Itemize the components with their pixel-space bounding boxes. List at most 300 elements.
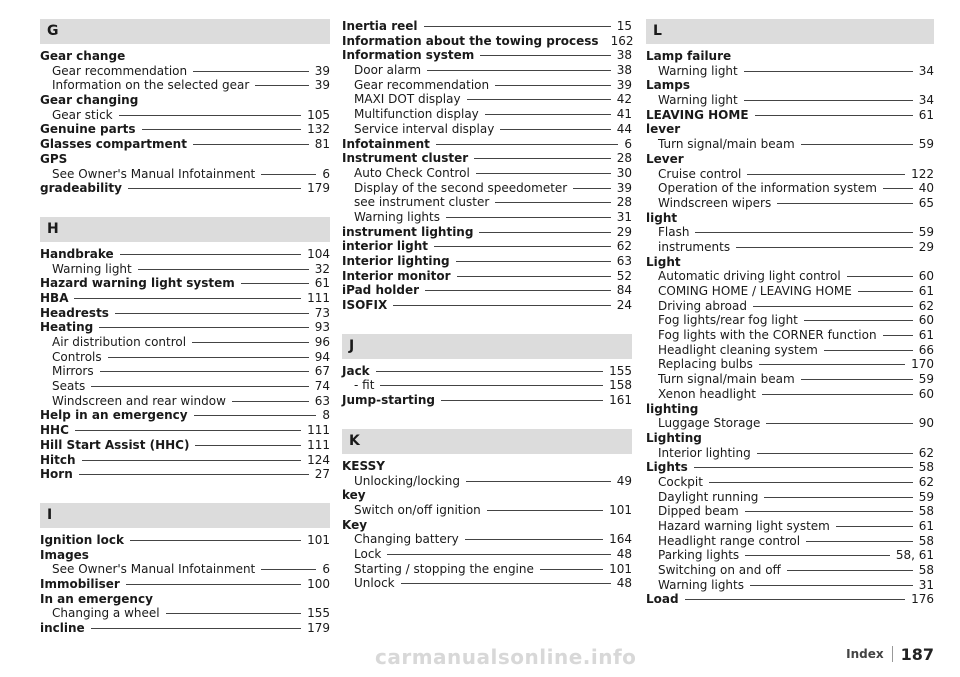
page-reference[interactable]: 31 (918, 577, 934, 592)
page-reference[interactable]: 29 (918, 239, 934, 254)
entry-term: Lever (646, 151, 684, 166)
entry-term: Immobiliser (40, 576, 120, 591)
entry-term: Windscreen and rear window (52, 393, 226, 408)
index-subentry (342, 562, 632, 577)
page-reference[interactable]: 34 (918, 93, 934, 108)
index-entry (40, 621, 330, 636)
dot-leader (74, 298, 301, 299)
page-reference[interactable]: 65 (918, 195, 934, 210)
page-reference[interactable]: 58 (918, 460, 934, 475)
page-reference[interactable]: 59 (918, 489, 934, 504)
letter-section-header: H (40, 217, 330, 242)
page-reference[interactable]: 8 (322, 408, 330, 423)
entry-term: Operation of the information system (658, 181, 877, 196)
entry-term: Service interval display (354, 121, 495, 136)
entry-term: Multifunction display (354, 107, 479, 122)
dot-leader (380, 385, 603, 386)
page-reference[interactable]: 6 (322, 166, 330, 181)
index-subentry (646, 519, 934, 534)
page-reference[interactable]: 179 (307, 181, 330, 196)
dot-leader (747, 174, 905, 175)
entry-term: Turn signal/main beam (658, 372, 795, 387)
entry-term: Load (646, 592, 679, 607)
entry-term: Controls (52, 349, 102, 364)
dot-leader (745, 555, 890, 556)
page-reference[interactable]: 60 (918, 269, 934, 284)
index-entry (40, 152, 330, 167)
page-reference[interactable]: 101 (609, 502, 632, 517)
index-entry (646, 211, 934, 226)
index-subentry (646, 372, 934, 387)
page-reference[interactable]: 73 (314, 305, 330, 320)
page-number: 187 (900, 644, 934, 664)
entry-term: Display of the second speedometer (354, 180, 568, 195)
entry-term: KESSY (342, 458, 385, 473)
page-reference[interactable]: 31 (616, 209, 632, 224)
index-entry (40, 577, 330, 592)
page-reference[interactable]: 39 (616, 180, 632, 195)
dot-leader (766, 423, 912, 424)
dot-leader (883, 188, 913, 189)
dot-leader (130, 540, 301, 541)
index-subentry (40, 262, 330, 277)
index-subentry (342, 92, 632, 107)
dot-leader (99, 327, 308, 328)
entry-term: Seats (52, 379, 86, 394)
index-subentry (342, 122, 632, 137)
entry-term: See Owner's Manual Infotainment (52, 166, 256, 181)
entry-term: Instrument cluster (342, 151, 469, 166)
dot-leader (764, 497, 912, 498)
page-reference[interactable]: 39 (314, 63, 330, 78)
entry-term: See Owner's Manual Infotainment (52, 562, 256, 577)
index-subentry (40, 78, 330, 93)
page-reference[interactable]: 52 (616, 268, 632, 283)
entry-term: Gear change (40, 49, 126, 63)
dot-leader (745, 511, 913, 512)
index-entry (342, 19, 632, 34)
index-entry (40, 408, 330, 423)
section-spacer (40, 196, 330, 217)
page-reference[interactable]: 155 (609, 363, 632, 378)
entry-term: Warning lights (354, 209, 440, 224)
entry-term: LEAVING HOME (646, 107, 749, 122)
page-reference[interactable]: 122 (911, 166, 934, 181)
page-reference[interactable]: 155 (307, 606, 330, 621)
entry-term: Horn (40, 467, 73, 482)
index-entry (40, 438, 330, 453)
entry-term: Infotainment (342, 136, 430, 151)
entry-term: Warning light (52, 261, 132, 276)
index-subentry (646, 548, 934, 563)
index-subentry (342, 474, 632, 489)
index-subentry (646, 328, 934, 343)
index-subentry (40, 379, 330, 394)
dot-leader (255, 85, 308, 86)
index-entry (40, 592, 330, 607)
index-entry (40, 247, 330, 262)
index-subentry (342, 78, 632, 93)
dot-leader (474, 158, 611, 159)
entry-term: Light (646, 254, 681, 269)
page-reference[interactable]: 29 (616, 224, 632, 239)
entry-term: Luggage Storage (658, 416, 761, 431)
dot-leader (495, 85, 611, 86)
index-entry (40, 467, 330, 482)
index-entry (646, 460, 934, 475)
entry-term: Warning light (658, 63, 738, 78)
index-subentry (646, 490, 934, 505)
index-subentry (342, 532, 632, 547)
dot-leader (436, 144, 618, 145)
page-reference[interactable]: 58 (918, 563, 934, 578)
page-reference[interactable]: 15 (616, 19, 632, 33)
dot-leader (100, 371, 309, 372)
index-entry (342, 518, 632, 533)
index-subentry (342, 378, 632, 393)
dot-leader (115, 313, 309, 314)
entry-term: see instrument cluster (354, 195, 490, 210)
index-entry (342, 488, 632, 503)
entry-term: Hazard warning light system (40, 276, 235, 291)
dot-leader (777, 203, 913, 204)
index-column-3 (646, 19, 934, 607)
page-reference[interactable]: 58 (918, 533, 934, 548)
entry-term: interior light (342, 239, 428, 254)
entry-term: Fog lights/rear fog light (658, 313, 798, 328)
page-reference[interactable]: 161 (609, 393, 632, 408)
index-subentry (342, 63, 632, 78)
entry-term: Door alarm (354, 63, 422, 78)
dot-leader (427, 70, 611, 71)
entry-term: Lighting (646, 430, 702, 445)
index-subentry (40, 167, 330, 182)
dot-leader (806, 541, 913, 542)
dot-leader (91, 628, 301, 629)
index-subentry (342, 503, 632, 518)
page-reference[interactable]: 111 (307, 423, 330, 438)
dot-leader (801, 144, 913, 145)
dot-leader (261, 569, 316, 570)
entry-term: Lamp failure (646, 49, 732, 63)
dot-leader (119, 115, 301, 116)
entry-term: Dipped beam (658, 504, 739, 519)
dot-leader (709, 482, 913, 483)
entry-term: Automatic driving light control (658, 269, 841, 284)
page-reference[interactable]: 39 (616, 77, 632, 92)
index-subentry (646, 416, 934, 431)
page-reference[interactable]: 38 (616, 48, 632, 63)
page-reference[interactable]: 62 (616, 239, 632, 254)
page-reference[interactable]: 59 (918, 372, 934, 387)
dot-leader (694, 467, 913, 468)
dot-leader (387, 554, 610, 555)
page-reference[interactable]: 66 (918, 342, 934, 357)
dot-leader (685, 599, 906, 600)
page-reference[interactable]: 39 (314, 78, 330, 93)
dot-leader (241, 283, 309, 284)
entry-term: Hill Start Assist (HHC) (40, 437, 190, 452)
index-entry (646, 152, 934, 167)
page-reference[interactable]: 61 (918, 284, 934, 298)
page-reference[interactable]: 60 (918, 386, 934, 401)
page-reference[interactable]: 62 (918, 445, 934, 460)
page-reference[interactable]: 32 (314, 261, 330, 276)
entry-term: HBA (40, 290, 69, 305)
letter-section-header: J (342, 334, 632, 359)
dot-leader (736, 247, 913, 248)
page-reference[interactable]: 60 (918, 313, 934, 328)
page-reference[interactable]: 176 (911, 592, 934, 607)
dot-leader (744, 100, 913, 101)
entry-term: Driving abroad (658, 298, 747, 313)
page-reference[interactable]: 61 (918, 519, 934, 533)
entry-term: Glasses compartment (40, 137, 187, 152)
page-reference[interactable]: 105 (307, 107, 330, 122)
index-subentry (40, 108, 330, 123)
index-entry (40, 533, 330, 548)
entry-term: Information on the selected gear (52, 78, 250, 93)
index-subentry (40, 606, 330, 621)
page-reference[interactable]: 170 (911, 357, 934, 372)
page-reference[interactable]: 38 (616, 63, 632, 78)
entry-term: Auto Check Control (354, 165, 470, 180)
page-reference[interactable]: 61 (918, 328, 934, 343)
footer-divider (892, 646, 893, 662)
dot-leader (128, 188, 301, 189)
index-subentry (646, 534, 934, 549)
page-reference[interactable]: 179 (307, 621, 330, 635)
dot-leader (120, 254, 301, 255)
section-spacer (342, 313, 632, 334)
index-entry (646, 49, 934, 64)
index-entry (40, 276, 330, 291)
entry-term: lever (646, 122, 681, 137)
index-entry (646, 592, 934, 607)
page-reference[interactable]: 62 (918, 474, 934, 489)
page-reference[interactable]: 104 (307, 246, 330, 261)
index-entry (40, 122, 330, 137)
page-reference[interactable]: 48 (616, 576, 632, 591)
entry-term: Starting / stopping the engine (354, 561, 534, 576)
page-reference[interactable]: 132 (307, 122, 330, 137)
page-reference[interactable]: 100 (307, 576, 330, 591)
page-reference[interactable]: 28 (616, 151, 632, 166)
dot-leader (500, 129, 610, 130)
entry-term: Xenon headlight (658, 386, 756, 401)
entry-term: Key (342, 517, 368, 532)
section-spacer (40, 482, 330, 503)
index-subentry (342, 166, 632, 181)
index-entry (342, 254, 632, 269)
page-reference[interactable]: 44 (616, 121, 632, 136)
dot-leader (487, 510, 603, 511)
index-subentry (646, 64, 934, 79)
index-subentry (40, 394, 330, 409)
dot-leader (195, 445, 301, 446)
dot-leader (476, 173, 611, 174)
entry-term: Daylight running (658, 489, 759, 504)
index-subentry (646, 357, 934, 372)
entry-term: COMING HOME / LEAVING HOME (658, 284, 852, 298)
entry-term: Interior monitor (342, 268, 451, 283)
dot-leader (824, 350, 913, 351)
index-entry (40, 93, 330, 108)
dot-leader (401, 583, 611, 584)
dot-leader (762, 394, 913, 395)
page-reference[interactable]: 6 (322, 562, 330, 577)
entry-term: Jack (342, 363, 370, 378)
entry-term: gradeability (40, 181, 122, 196)
entry-term: Warning lights (658, 577, 744, 592)
page-reference[interactable]: 81 (314, 137, 330, 152)
index-subentry (646, 269, 934, 284)
page-reference[interactable]: 41 (616, 107, 632, 122)
dot-leader (79, 474, 309, 475)
page-reference[interactable]: 90 (918, 416, 934, 431)
dot-leader (446, 217, 611, 218)
dot-leader (755, 115, 913, 116)
index-subentry (646, 387, 934, 402)
index-subentry (646, 313, 934, 328)
entry-term: Cockpit (658, 474, 703, 489)
page-reference[interactable]: 162 (610, 33, 634, 48)
entry-term: Interior lighting (658, 445, 751, 460)
index-subentry (646, 284, 934, 299)
page-reference[interactable]: 62 (918, 298, 934, 313)
letter-section-header: G (40, 19, 330, 44)
index-subentry (646, 93, 934, 108)
dot-leader (261, 174, 316, 175)
page-reference[interactable]: 6 (624, 136, 632, 151)
index-subentry (646, 240, 934, 255)
page-reference[interactable]: 42 (616, 92, 632, 107)
index-subentry (342, 195, 632, 210)
index-entry (40, 137, 330, 152)
entry-term: MAXI DOT display (354, 92, 461, 107)
dot-leader (91, 386, 308, 387)
index-subentry (646, 196, 934, 211)
page-reference[interactable]: 101 (609, 561, 632, 576)
entry-term: HHC (40, 423, 69, 438)
page-reference[interactable]: 93 (314, 320, 330, 335)
entry-term: Windscreen wipers (658, 195, 772, 210)
page-reference[interactable]: 164 (609, 532, 632, 547)
page-reference[interactable]: 58, 61 (895, 548, 934, 563)
index-subentry (646, 299, 934, 314)
index-entry (646, 431, 934, 446)
dot-leader (466, 481, 611, 482)
entry-term: In an emergency (40, 591, 153, 606)
section-spacer (342, 408, 632, 429)
entry-term: Heating (40, 320, 94, 335)
entry-term: Genuine parts (40, 122, 136, 137)
letter-section-header: I (40, 503, 330, 528)
page-reference[interactable]: 58 (918, 504, 934, 519)
index-subentry (342, 210, 632, 225)
dot-leader (457, 276, 611, 277)
dot-leader (787, 570, 913, 571)
page-reference[interactable]: 40 (918, 181, 934, 196)
page-reference[interactable]: 61 (918, 107, 934, 122)
letter-section-header: L (646, 19, 934, 44)
page-reference[interactable]: 61 (314, 276, 330, 291)
page-reference[interactable]: 94 (314, 349, 330, 364)
page-reference[interactable]: 28 (616, 195, 632, 210)
dot-leader (126, 584, 301, 585)
index-subentry (646, 181, 934, 196)
page-reference[interactable]: 63 (616, 254, 632, 268)
index-subentry (646, 225, 934, 240)
index-subentry (646, 504, 934, 519)
page-reference[interactable]: 74 (314, 379, 330, 394)
dot-leader (166, 613, 301, 614)
page-reference[interactable]: 124 (307, 452, 330, 467)
page-reference[interactable]: 48 (616, 546, 632, 561)
dot-leader (744, 71, 913, 72)
dot-leader (393, 305, 610, 306)
page-reference[interactable]: 30 (616, 165, 632, 180)
page-reference[interactable]: 59 (918, 225, 934, 240)
page-reference[interactable]: 96 (314, 335, 330, 349)
dot-leader (540, 569, 603, 570)
index-subentry (342, 181, 632, 196)
entry-term: Unlocking/locking (354, 473, 460, 488)
index-subentry (646, 167, 934, 182)
entry-term: Hitch (40, 452, 76, 467)
index-subentry (646, 446, 934, 461)
page-reference[interactable]: 27 (314, 467, 330, 482)
dot-leader (142, 129, 302, 130)
index-subentry (646, 137, 934, 152)
entry-term: instrument lighting (342, 224, 474, 239)
page-reference[interactable]: 49 (616, 473, 632, 488)
page-reference[interactable]: 158 (609, 378, 632, 393)
page-reference[interactable]: 111 (307, 437, 330, 452)
dot-leader (750, 585, 913, 586)
index-entry (646, 122, 934, 137)
dot-leader (573, 188, 610, 189)
index-subentry (342, 547, 632, 562)
index-entry (342, 459, 632, 474)
entry-term: Jump-starting (342, 393, 435, 408)
dot-leader (456, 261, 611, 262)
page-reference[interactable]: 67 (314, 364, 330, 379)
page-footer (846, 644, 934, 664)
page-reference[interactable]: 111 (307, 290, 330, 305)
dot-leader (695, 232, 912, 233)
page-reference[interactable]: 63 (314, 393, 330, 408)
entry-term: Headlight range control (658, 533, 801, 548)
page-reference[interactable]: 101 (307, 532, 330, 547)
entry-term: Headrests (40, 305, 109, 320)
page-reference[interactable]: 59 (918, 137, 934, 152)
entry-term: Gear stick (52, 107, 113, 122)
dot-leader (883, 335, 913, 336)
dot-leader (376, 371, 603, 372)
entry-term: Inertia reel (342, 19, 418, 33)
page-reference[interactable]: 84 (616, 283, 632, 298)
entry-term: Warning light (658, 93, 738, 108)
index-subentry (646, 578, 934, 593)
index-column-1 (40, 19, 330, 636)
page-reference[interactable]: 34 (918, 63, 934, 78)
entry-term: Lamps (646, 78, 690, 93)
page-reference[interactable]: 24 (616, 298, 632, 313)
entry-term: lighting (646, 401, 699, 416)
entry-term: Switching on and off (658, 563, 781, 578)
index-entry (342, 239, 632, 254)
